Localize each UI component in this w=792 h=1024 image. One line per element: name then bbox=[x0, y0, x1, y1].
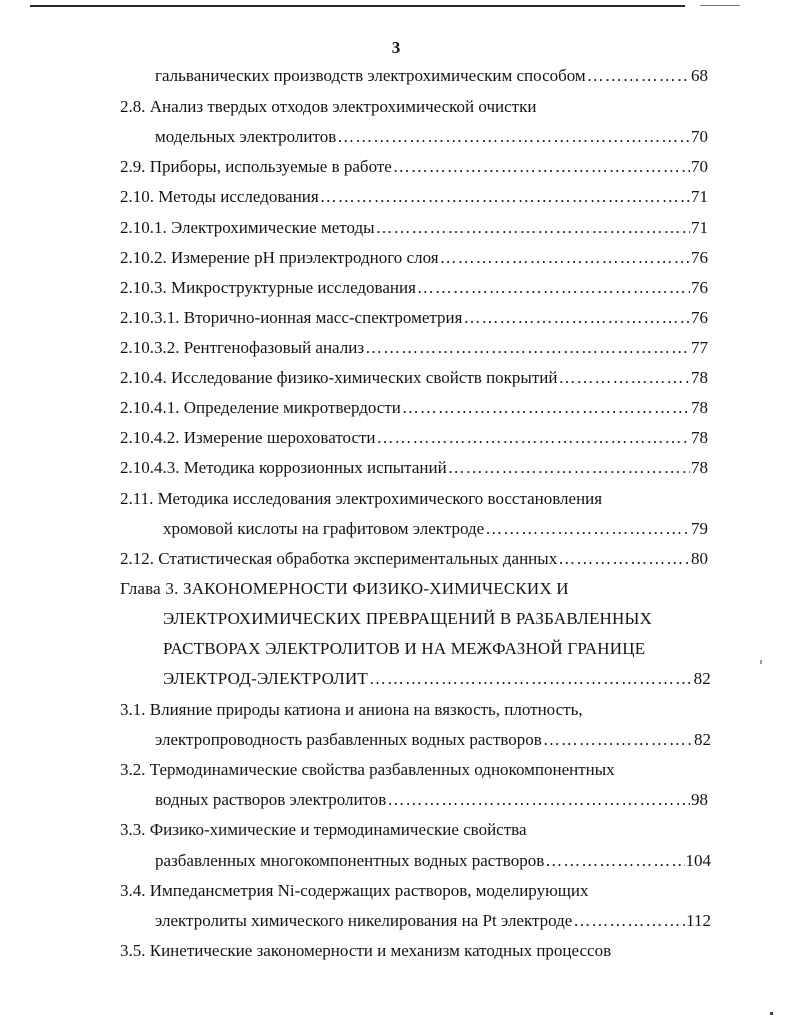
toc-entry-continuation bbox=[155, 730, 711, 750]
toc-entry bbox=[120, 248, 708, 268]
toc-entry-page: 77 bbox=[691, 338, 708, 357]
toc-entry bbox=[120, 458, 708, 478]
toc-entry-title: 3.2. Термодинамические свойства разбавленных однокомпонентных bbox=[120, 760, 615, 779]
toc-entry-continuation bbox=[155, 851, 711, 871]
toc-entry-title: гальванических производств электрохимическим способом bbox=[155, 66, 586, 85]
toc-entry-title: 2.10.2. Измерение pH приэлектродного слоя bbox=[120, 248, 439, 267]
toc-entry-title: 3.3. Физико-химические и термодинамические свойства bbox=[120, 820, 527, 839]
toc-entry-title: модельных электролитов bbox=[155, 127, 337, 146]
toc-entry-page: 98 bbox=[691, 790, 708, 809]
toc-entry-page: 112 bbox=[686, 911, 711, 930]
toc-entry-page: 82 bbox=[694, 730, 711, 749]
toc-entry-page: 76 bbox=[691, 248, 708, 267]
chapter-heading: РАСТВОРАХ ЭЛЕКТРОЛИТОВ И НА МЕЖФАЗНОЙ ГРАНИЦЕ bbox=[163, 639, 646, 658]
chapter-heading: Глава 3. ЗАКОНОМЕРНОСТИ ФИЗИКО-ХИМИЧЕСКИХ И bbox=[120, 579, 569, 598]
toc-entry bbox=[120, 398, 708, 418]
toc-entry-title: 2.8. Анализ твердых отходов электрохимической очистки bbox=[120, 97, 537, 116]
dot-leader bbox=[587, 66, 690, 86]
toc-entry-title: разбавленных многокомпонентных водных растворов bbox=[155, 851, 545, 870]
toc-entry-title: 2.10.3.1. Вторично-ионная масс-спектрометрия bbox=[120, 308, 463, 327]
toc-entry-title: 2.11. Методика исследования электрохимического восстановления bbox=[120, 489, 603, 508]
toc-entry-continuation bbox=[155, 911, 711, 931]
toc-entry-title: водных растворов электролитов bbox=[155, 790, 387, 809]
toc-entry-title: 2.10.3.2. Рентгенофазовый анализ bbox=[120, 338, 365, 357]
dot-leader bbox=[417, 278, 690, 298]
dot-leader bbox=[558, 368, 690, 388]
dot-leader bbox=[545, 851, 684, 871]
toc-entry bbox=[120, 368, 708, 388]
toc-entry-page: 79 bbox=[691, 519, 708, 538]
page-number: 3 bbox=[391, 38, 401, 57]
toc-entry bbox=[120, 218, 708, 238]
toc-entry bbox=[120, 338, 708, 358]
dot-leader bbox=[573, 911, 685, 931]
toc-entry bbox=[120, 308, 708, 328]
toc-entry-page: 76 bbox=[691, 278, 708, 297]
toc-entry-page: 71 bbox=[691, 187, 708, 206]
dot-leader bbox=[485, 519, 690, 539]
chapter-heading: ЭЛЕКТРОХИМИЧЕСКИХ ПРЕВРАЩЕНИЙ В РАЗБАВЛЕННЫХ bbox=[163, 609, 653, 628]
dot-leader bbox=[402, 398, 690, 418]
toc-entry-title: хромовой кислоты на графитовом электроде bbox=[163, 519, 485, 538]
toc-entry-title: 3.1. Влияние природы катиона и аниона на вязкость, плотность, bbox=[120, 700, 583, 719]
toc-entry-title: 2.10.1. Электрохимические методы bbox=[120, 218, 375, 237]
dot-leader bbox=[558, 549, 690, 569]
toc-entry-title: 2.12. Статистическая обработка экспериментальных данных bbox=[120, 549, 558, 568]
toc-entry bbox=[120, 549, 708, 569]
toc-entry-title: электропроводность разбавленных водных растворов bbox=[155, 730, 542, 749]
toc-entry-title: 3.5. Кинетические закономерности и механизм катодных процессов bbox=[120, 941, 612, 960]
dot-leader bbox=[320, 187, 690, 207]
dot-leader bbox=[543, 730, 693, 750]
toc-entry-page: 78 bbox=[691, 398, 708, 417]
toc-entry-continuation bbox=[163, 669, 711, 689]
toc-entry-title: 2.10.3. Микроструктурные исследования bbox=[120, 278, 416, 297]
toc-entry-page: 70 bbox=[691, 157, 708, 176]
toc-entry-page: 68 bbox=[691, 66, 708, 85]
toc-entry-continuation bbox=[155, 790, 708, 810]
toc-entry-page: 82 bbox=[693, 669, 711, 688]
dot-leader bbox=[440, 248, 690, 268]
toc-entry-page: 104 bbox=[685, 851, 711, 870]
toc-entry-title: 2.10.4. Исследование физико-химических свойств покрытий bbox=[120, 368, 558, 387]
dot-leader bbox=[448, 458, 690, 478]
toc-entry-title: 2.10.4.3. Методика коррозионных испытаний bbox=[120, 458, 447, 477]
dot-leader bbox=[387, 790, 690, 810]
toc-entry-page: 78 bbox=[691, 368, 708, 387]
dot-leader bbox=[337, 127, 690, 147]
toc-entry bbox=[120, 157, 708, 177]
toc-entry-title: ЭЛЕКТРОД-ЭЛЕКТРОЛИТ bbox=[163, 669, 369, 688]
toc-entry-page: 76 bbox=[691, 308, 708, 327]
toc-entry-page: 78 bbox=[691, 428, 708, 447]
toc-entry bbox=[120, 187, 708, 207]
dot-leader bbox=[463, 308, 690, 328]
toc-entry-page: 80 bbox=[691, 549, 708, 568]
toc-entry-title: 2.9. Приборы, используемые в работе bbox=[120, 157, 392, 176]
dot-leader bbox=[365, 338, 690, 358]
toc-entry-title: 2.10. Методы исследования bbox=[120, 187, 319, 206]
toc-entry-title: 2.10.4.2. Измерение шероховатости bbox=[120, 428, 376, 447]
toc-entry-page: 71 bbox=[691, 218, 708, 237]
toc-entry-title: 2.10.4.1. Определение микротвердости bbox=[120, 398, 401, 417]
toc-entry-title: электролиты химического никелирования на Pt электроде bbox=[155, 911, 573, 930]
toc-entry-continuation bbox=[163, 519, 708, 539]
dot-leader bbox=[376, 218, 690, 238]
toc-entry bbox=[120, 278, 708, 298]
dot-leader bbox=[393, 157, 690, 177]
scan-speck bbox=[760, 660, 762, 664]
toc-entry-title: 3.4. Импедансметрия Ni-содержащих растворов, моделирующих bbox=[120, 881, 589, 900]
scan-speck bbox=[770, 1012, 773, 1015]
dot-leader bbox=[377, 428, 690, 448]
toc-entry bbox=[120, 428, 708, 448]
toc-entry-page: 70 bbox=[691, 127, 708, 146]
toc-entry-continuation bbox=[155, 127, 708, 147]
toc-entry-continuation bbox=[155, 66, 708, 86]
toc-entry-page: 78 bbox=[691, 458, 708, 477]
dot-leader bbox=[369, 669, 693, 689]
